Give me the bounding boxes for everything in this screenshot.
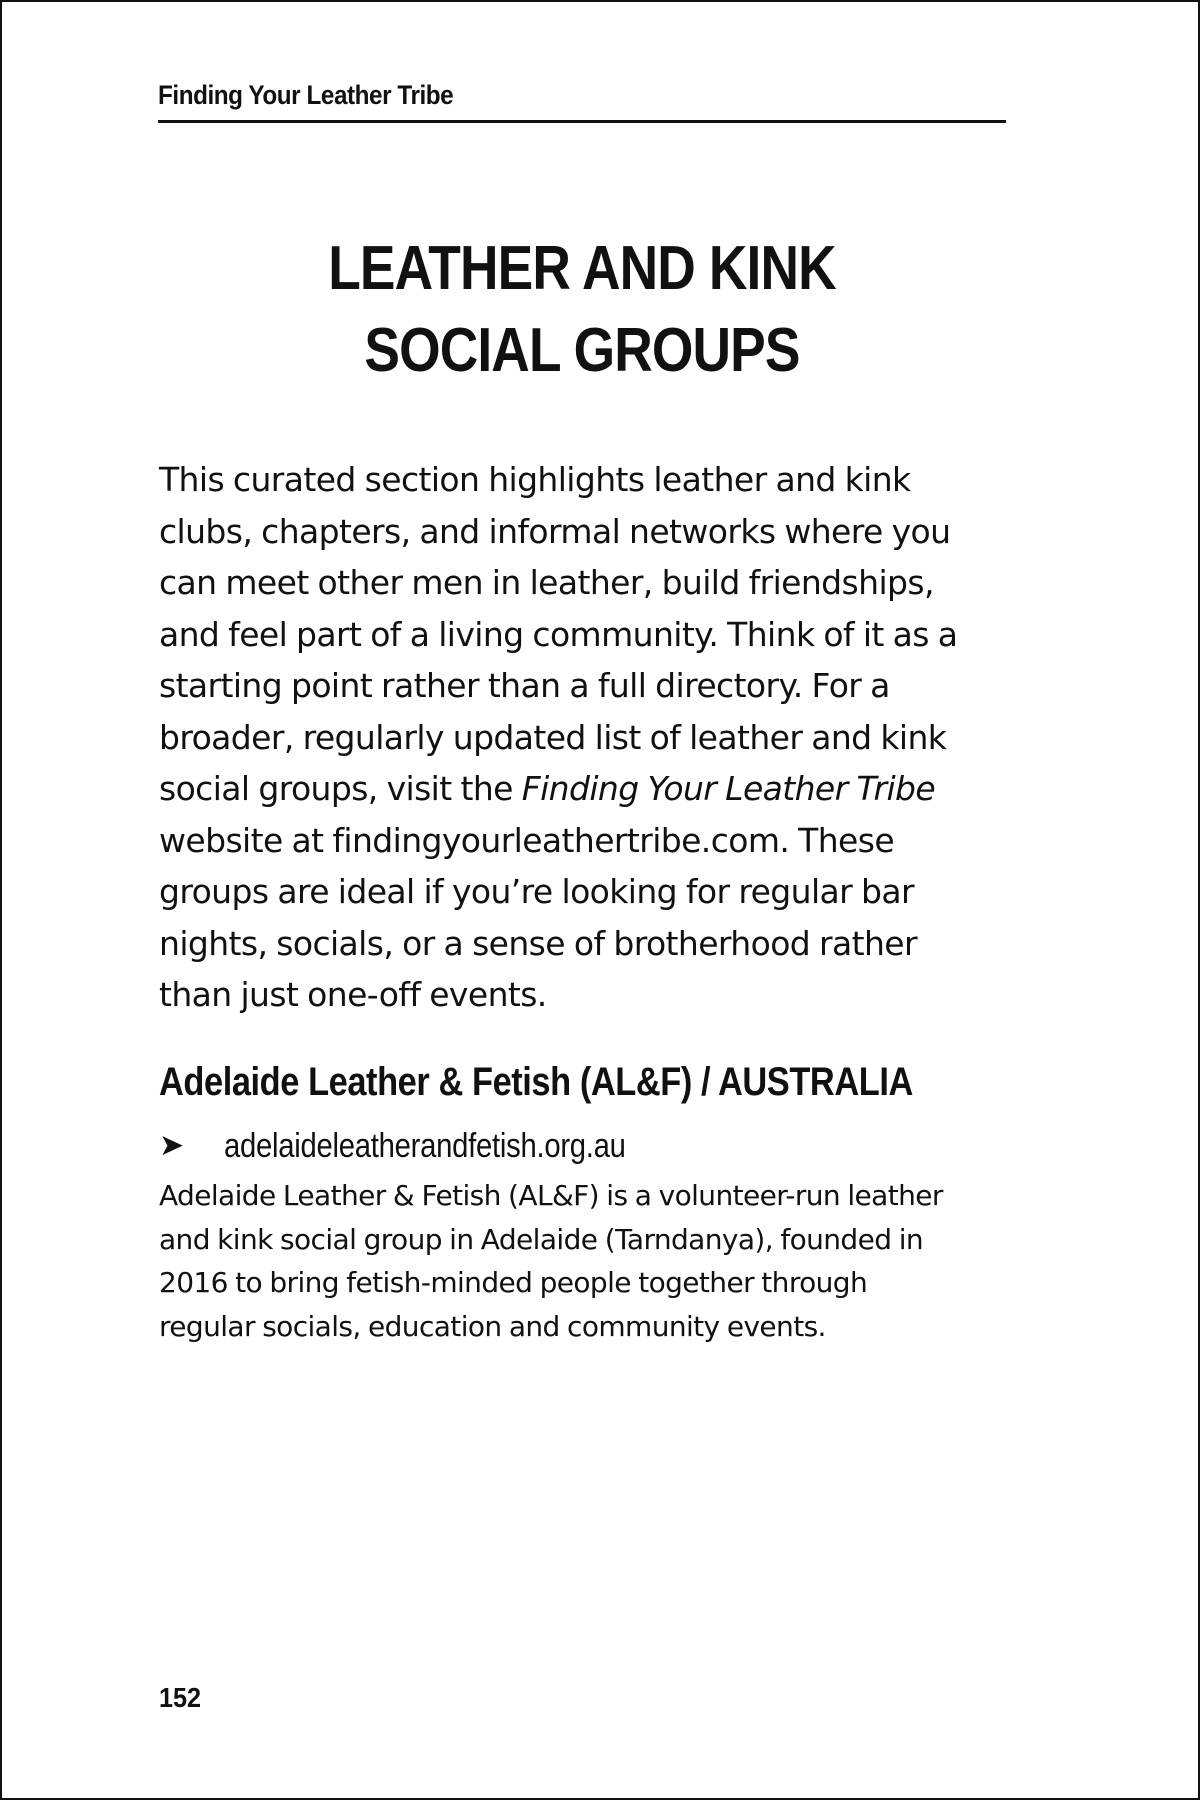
intro-line-text: social groups, visit the bbox=[159, 769, 522, 808]
intro-line: nights, socials, or a sense of brotherhood rather bbox=[159, 923, 917, 963]
intro-line: starting point rather than a full directory. For a bbox=[159, 666, 890, 705]
description-line: 2016 to bring fetish-minded people together through bbox=[159, 1266, 868, 1299]
intro-line: can meet other men in leather, build friendships, bbox=[159, 563, 934, 602]
running-head-title: Finding Your Leather Tribe bbox=[158, 80, 454, 110]
intro-line: broader, regularly updated list of leather and kink bbox=[159, 717, 947, 757]
intro-line: than just one-off events. bbox=[159, 975, 547, 1014]
page-number: 152 bbox=[159, 1682, 202, 1713]
intro-line: groups are ideal if you’re looking for regular bar bbox=[159, 872, 914, 911]
intro-line: clubs, chapters, and informal networks where you bbox=[159, 511, 951, 551]
intro-line-with-book-title bbox=[159, 763, 1019, 815]
chapter-title-line-2: SOCIAL GROUPS bbox=[364, 316, 800, 385]
intro-line: and feel part of a living community. Think of it as a bbox=[159, 614, 958, 654]
group-website-url[interactable]: adelaideleatherandfetish.org.au bbox=[224, 1127, 626, 1165]
running-head bbox=[158, 78, 1006, 123]
intro-paragraph bbox=[159, 454, 1019, 1021]
arrow-right-icon: ➤ bbox=[159, 1128, 185, 1163]
description-line: and kink social group in Adelaide (Tarndanya), founded in bbox=[159, 1222, 924, 1256]
chapter-title bbox=[158, 228, 1006, 392]
intro-line: This curated section highlights leather and kink bbox=[159, 460, 911, 499]
intro-line: website at findingyourleathertribe.com. These bbox=[159, 820, 895, 860]
book-title-italic: Finding Your Leather Tribe bbox=[521, 769, 936, 808]
description-line: Adelaide Leather & Fetish (AL&F) is a volunteer-run leather bbox=[159, 1179, 943, 1212]
group-description bbox=[159, 1174, 1019, 1348]
description-line: regular socials, education and community events. bbox=[159, 1309, 826, 1343]
chapter-title-line-1: LEATHER AND KINK bbox=[328, 234, 836, 303]
group-entry-heading: Adelaide Leather & Fetish (AL&F) / AUSTRALIA bbox=[159, 1060, 913, 1104]
